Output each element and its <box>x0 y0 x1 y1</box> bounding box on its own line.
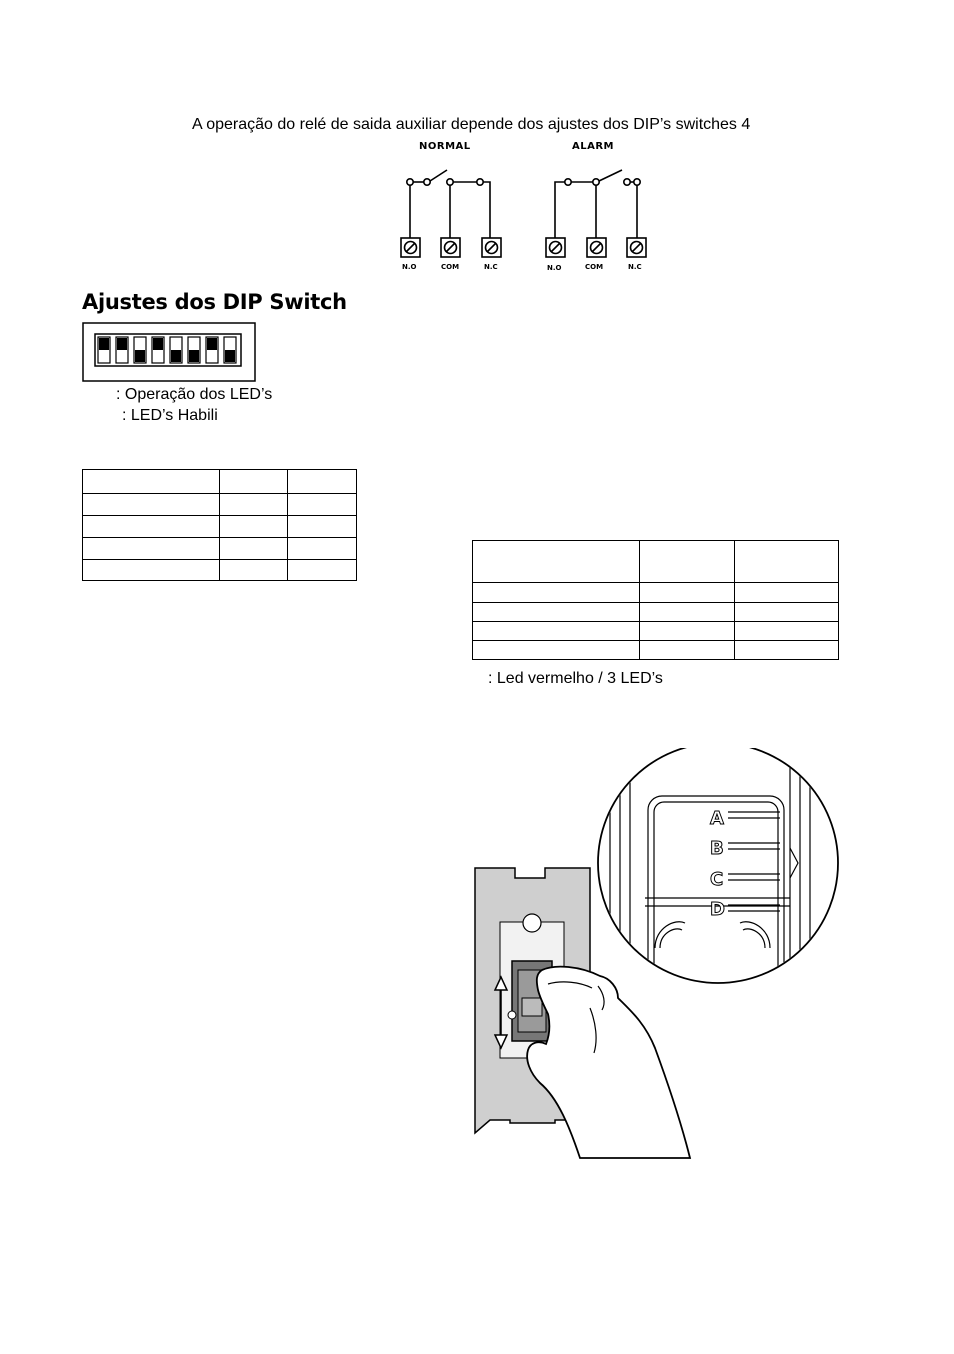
table-row <box>473 583 839 603</box>
table-row <box>473 541 839 583</box>
normal-label: NORMAL <box>419 141 471 152</box>
hand <box>527 967 690 1158</box>
dip-switch-knob <box>189 350 199 362</box>
table-cell <box>473 583 640 603</box>
table-cell <box>639 603 735 622</box>
note-led-operation: : Operação dos LED’s <box>116 386 273 403</box>
zoom-circle <box>598 748 838 983</box>
dip-switch-knob <box>171 350 181 362</box>
table-cell <box>288 560 357 581</box>
table-row <box>83 560 357 581</box>
alarm-no-label: N.O <box>547 264 562 272</box>
dip-switch-knob <box>99 338 109 350</box>
table-row <box>83 538 357 560</box>
relay-diagram <box>390 134 660 279</box>
table-row <box>83 494 357 516</box>
table-cell <box>220 538 288 560</box>
note-led-red: : Led vermelho / 3 LED’s <box>488 670 663 687</box>
table-cell <box>473 622 640 641</box>
section-heading: Ajustes dos DIP Switch <box>82 290 347 314</box>
table-row <box>473 641 839 660</box>
table-cell <box>288 516 357 538</box>
table-cell <box>83 538 220 560</box>
table-left <box>82 469 357 581</box>
normal-relay <box>401 170 501 257</box>
installation-illustration <box>470 748 850 1163</box>
alarm-com-label: COM <box>585 263 604 271</box>
dip-switch-knob <box>135 350 145 362</box>
table-cell <box>735 641 839 660</box>
table-cell <box>83 516 220 538</box>
table-row <box>83 516 357 538</box>
normal-com-label: COM <box>441 263 460 271</box>
alarm-label: ALARM <box>572 141 615 152</box>
table-row <box>473 622 839 641</box>
letter-c: C <box>710 869 724 890</box>
dip-switch-knob <box>225 350 235 362</box>
table-cell <box>83 494 220 516</box>
table-cell <box>639 622 735 641</box>
table-cell <box>639 641 735 660</box>
table-cell <box>735 583 839 603</box>
note-led-enabled: : LED’s Habili <box>122 407 218 424</box>
dip-switch-knob <box>153 338 163 350</box>
table-cell <box>220 516 288 538</box>
table-cell <box>735 541 839 583</box>
table-cell <box>473 541 640 583</box>
table-cell <box>83 470 220 494</box>
table-right <box>472 540 839 660</box>
table-cell <box>220 470 288 494</box>
table-row <box>473 603 839 622</box>
alarm-relay <box>546 170 646 257</box>
table-cell <box>220 494 288 516</box>
table-cell <box>288 538 357 560</box>
dip-switch-knob <box>207 338 217 350</box>
dip-switch-block <box>82 322 256 382</box>
table-cell <box>735 622 839 641</box>
table-cell <box>473 603 640 622</box>
normal-nc-label: N.C <box>484 263 498 271</box>
dip-switch-knob <box>117 338 127 350</box>
table-cell <box>83 560 220 581</box>
table-cell <box>220 560 288 581</box>
table-cell <box>473 641 640 660</box>
table-cell <box>639 583 735 603</box>
letter-d: D <box>710 899 725 920</box>
table-cell <box>735 603 839 622</box>
alarm-nc-label: N.C <box>628 263 642 271</box>
table-row <box>83 470 357 494</box>
normal-no-label: N.O <box>402 263 417 271</box>
table-cell <box>639 541 735 583</box>
table-cell <box>288 470 357 494</box>
letter-b: B <box>710 838 724 859</box>
table-cell <box>288 494 357 516</box>
letter-a: A <box>710 808 724 829</box>
intro-text: A operação do relé de saida auxiliar depende dos ajustes dos DIP’s switches 4 <box>192 116 751 133</box>
